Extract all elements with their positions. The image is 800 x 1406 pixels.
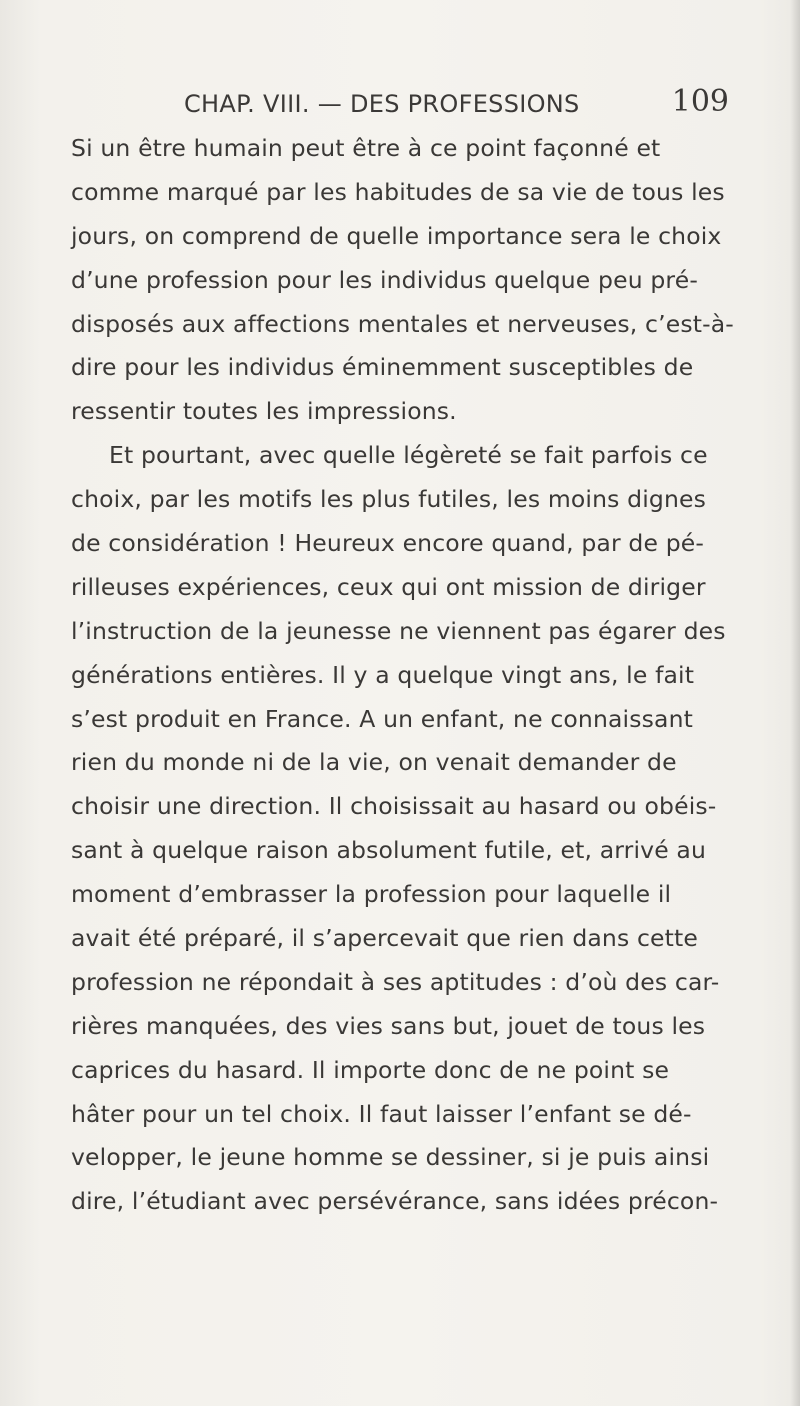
text-line: profession ne répondait à ses aptitudes : d’où des car-	[71, 967, 720, 996]
body-text	[71, 127, 734, 1224]
text-line: Si un être humain peut être à ce point façonné et	[71, 134, 661, 162]
text-line: comme marqué par les habitudes de sa vie de tous les	[71, 177, 725, 206]
running-head: CHAP. VIII. — DES PROFESSIONS	[184, 90, 580, 118]
text-line: de considération ! Heureux encore quand, par de pé-	[71, 529, 705, 558]
text-line: hâter pour un tel choix. Il faut laisser l’enfant se dé-	[71, 1099, 692, 1128]
text-line: velopper, le jeune homme se dessiner, si je puis ainsi	[71, 1143, 710, 1172]
text-line: dire pour les individus éminemment susceptibles de	[71, 353, 694, 382]
text-line: choisir une direction. Il choisissait au hasard ou obéis-	[71, 792, 717, 821]
page-number: 109	[671, 84, 729, 119]
text-line: s’est produit en France. A un enfant, ne connaissant	[71, 704, 693, 733]
text-line: générations entières. Il y a quelque vingt ans, le fait	[71, 660, 695, 689]
text-line: rien du monde ni de la vie, on venait demander de	[71, 748, 677, 777]
text-line: l’instruction de la jeunesse ne viennent pas égarer des	[71, 616, 726, 645]
text-line: choix, par les motifs les plus futiles, les moins dignes	[71, 485, 707, 514]
text-line: dire, l’étudiant avec persévérance, sans idées précon-	[71, 1187, 719, 1216]
text-line: disposés aux affections mentales et nerveuses, c’est-à-	[71, 309, 734, 338]
text-line: sant à quelque raison absolument futile, et, arrivé au	[71, 836, 707, 865]
text-line: moment d’embrasser la profession pour laquelle il	[71, 880, 672, 909]
text-line: rières manquées, des vies sans but, jouet de tous les	[71, 1011, 706, 1040]
page-header	[184, 82, 729, 122]
text-line: avait été préparé, il s’apercevait que rien dans cette	[71, 924, 699, 953]
page-edge-shadow	[790, 0, 800, 1406]
text-line: ressentir toutes les impressions.	[71, 397, 457, 426]
text-line: caprices du hasard. Il importe donc de ne point se	[71, 1055, 670, 1084]
paragraph-start-line: Et pourtant, avec quelle légèreté se fait parfois ce	[109, 441, 708, 470]
text-line: d’une profession pour les individus quelque peu pré-	[71, 265, 698, 294]
text-line: jours, on comprend de quelle importance sera le choix	[71, 221, 722, 250]
text-line: rilleuses expériences, ceux qui ont mission de diriger	[71, 572, 706, 601]
